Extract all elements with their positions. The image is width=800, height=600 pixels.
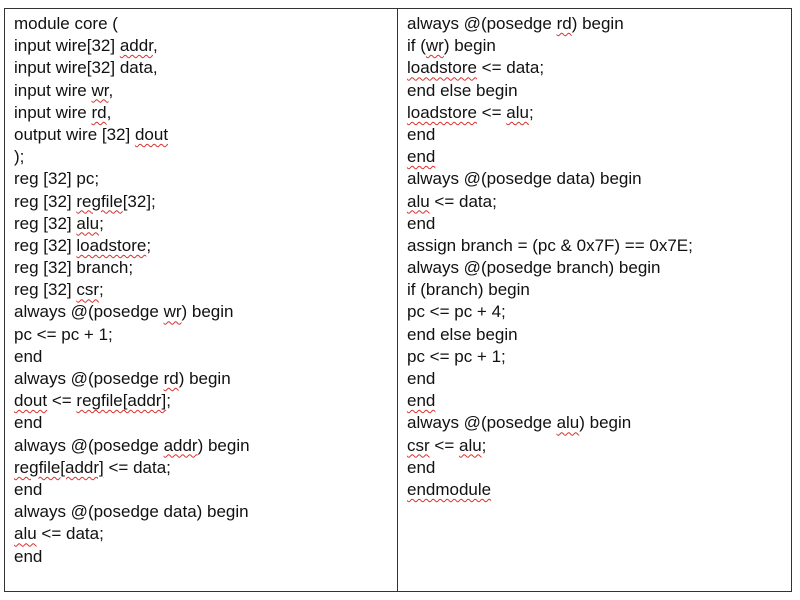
code-text: ) begin — [178, 369, 231, 388]
code-text: always @(posedge data) begin — [14, 502, 249, 522]
misspelled-word: loadstore — [76, 235, 147, 255]
misspelled-word: alu — [458, 435, 482, 455]
code-line — [407, 57, 791, 79]
code-text: <= data; — [103, 457, 171, 477]
code-text: reg [32] — [14, 213, 77, 233]
misspelled-word: rd — [91, 102, 107, 122]
code-text: ) begin — [579, 413, 632, 433]
code-text: reg [32] — [14, 280, 77, 300]
misspelled-word: end — [407, 391, 436, 411]
code-text: input wire — [14, 80, 92, 100]
code-line — [407, 191, 791, 213]
misspelled-word: csr — [76, 280, 100, 300]
misspelled-word: csr — [407, 435, 430, 455]
misspelled-word: dout — [134, 124, 169, 144]
code-text: output wire [32] — [14, 124, 135, 144]
code-line — [14, 523, 397, 545]
misspelled-word: loadstore — [407, 102, 477, 122]
code-line — [14, 346, 397, 368]
code-line — [407, 301, 791, 323]
code-text: reg [32] — [14, 235, 77, 255]
code-text: end — [14, 479, 43, 499]
code-text: end — [407, 124, 436, 144]
code-text: reg [32] — [14, 191, 77, 211]
code-text: , — [152, 36, 158, 56]
code-text: pc <= pc + 4; — [407, 302, 506, 322]
code-text: if (branch) begin — [407, 280, 530, 300]
code-text: ; — [528, 102, 534, 122]
code-line — [14, 501, 397, 523]
code-line — [407, 324, 791, 346]
code-column-right — [398, 9, 791, 591]
code-text: <= — [429, 435, 459, 455]
code-text: input wire[32] data, — [14, 58, 158, 78]
misspelled-word: regfile[addr] — [76, 391, 167, 411]
code-line — [14, 479, 397, 501]
misspelled-word: loadstore — [407, 58, 477, 78]
code-text: module core ( — [14, 14, 118, 33]
code-line — [407, 13, 791, 35]
code-text: end — [14, 413, 43, 433]
code-line — [14, 412, 397, 434]
code-line — [14, 324, 397, 346]
misspelled-word: rd — [163, 369, 179, 388]
code-text: <= — [47, 391, 77, 411]
code-line — [14, 546, 397, 568]
code-text: ; — [99, 213, 104, 233]
code-line — [407, 146, 791, 168]
code-text: pc <= pc + 1; — [407, 346, 506, 366]
misspelled-word: wr — [91, 80, 109, 100]
misspelled-word: alu — [14, 524, 37, 544]
code-text: always @(posedge data) begin — [407, 169, 642, 189]
code-line — [14, 57, 397, 79]
code-line — [14, 146, 397, 168]
code-line — [407, 124, 791, 146]
code-text: always @(posedge branch) begin — [407, 258, 661, 278]
code-text: <= data; — [429, 191, 497, 211]
code-line — [14, 235, 397, 257]
code-line — [14, 35, 397, 57]
code-line — [407, 213, 791, 235]
misspelled-word: wr — [425, 36, 444, 56]
misspelled-word: regfile[addr] — [14, 457, 104, 477]
code-text: pc <= pc + 1; — [14, 324, 113, 344]
code-text: <= — [476, 102, 507, 122]
code-text: , — [108, 80, 114, 100]
code-line — [14, 191, 397, 213]
code-text: end — [14, 346, 43, 366]
misspelled-word: end — [407, 147, 436, 167]
code-line — [14, 301, 397, 323]
code-line — [407, 435, 791, 457]
code-text: reg [32] branch; — [14, 258, 134, 278]
code-line — [407, 457, 791, 479]
code-line — [407, 479, 791, 501]
code-line — [407, 412, 791, 434]
misspelled-word: dout — [14, 391, 48, 411]
code-text: ; — [166, 391, 171, 411]
code-line — [407, 257, 791, 279]
code-line — [407, 390, 791, 412]
code-text: ; — [481, 435, 487, 455]
code-text: end — [407, 369, 436, 388]
code-table — [4, 8, 792, 592]
code-line — [407, 346, 791, 368]
code-text: [32]; — [122, 191, 156, 211]
code-text: reg [32] pc; — [14, 169, 100, 189]
code-line — [14, 124, 397, 146]
misspelled-word: wr — [163, 302, 182, 322]
code-text: always @(posedge — [407, 14, 557, 33]
code-text: ) begin — [181, 302, 234, 322]
code-line — [407, 35, 791, 57]
code-text: always @(posedge — [14, 435, 164, 455]
code-text: ) begin — [571, 14, 624, 33]
code-text: ); — [14, 147, 25, 167]
code-line — [14, 390, 397, 412]
code-text: end else begin — [407, 80, 518, 100]
code-text: ; — [146, 235, 152, 255]
code-text: end else begin — [407, 324, 518, 344]
code-text: always @(posedge — [14, 369, 164, 388]
code-line — [407, 168, 791, 190]
code-line — [407, 235, 791, 257]
code-text: , — [106, 102, 112, 122]
code-text: <= data; — [36, 524, 104, 544]
code-line — [407, 368, 791, 390]
code-line — [14, 368, 397, 390]
misspelled-word: alu — [407, 191, 430, 211]
code-line — [14, 457, 397, 479]
code-text: end — [14, 546, 43, 566]
code-text: <= data; — [476, 58, 545, 78]
code-line — [407, 102, 791, 124]
code-text: always @(posedge — [14, 302, 164, 322]
code-line — [14, 80, 397, 102]
misspelled-word: addr — [163, 435, 198, 455]
misspelled-word: alu — [556, 413, 580, 433]
code-text: input wire — [14, 102, 92, 122]
code-text: always @(posedge — [407, 413, 557, 433]
code-text: ) begin — [197, 435, 250, 455]
misspelled-word: rd — [556, 14, 572, 33]
code-line — [14, 102, 397, 124]
code-line — [14, 168, 397, 190]
code-text: ; — [99, 280, 104, 300]
code-line — [407, 279, 791, 301]
code-text: input wire[32] — [14, 36, 120, 56]
code-text: end — [407, 213, 436, 233]
code-text: ) begin — [443, 36, 496, 56]
code-line — [14, 435, 397, 457]
misspelled-word: alu — [76, 213, 100, 233]
code-line — [407, 80, 791, 102]
code-text: end — [407, 457, 436, 477]
code-text: assign branch = (pc & 0x7F) == 0x7E; — [407, 235, 693, 255]
misspelled-word: addr — [119, 36, 153, 56]
code-column-left — [5, 9, 398, 591]
code-line — [14, 213, 397, 235]
code-line — [14, 279, 397, 301]
code-line — [14, 13, 397, 35]
code-line — [14, 257, 397, 279]
misspelled-word: regfile — [76, 191, 123, 211]
misspelled-word: alu — [506, 102, 529, 122]
code-text: if ( — [407, 36, 426, 56]
misspelled-word: endmodule — [407, 479, 492, 499]
